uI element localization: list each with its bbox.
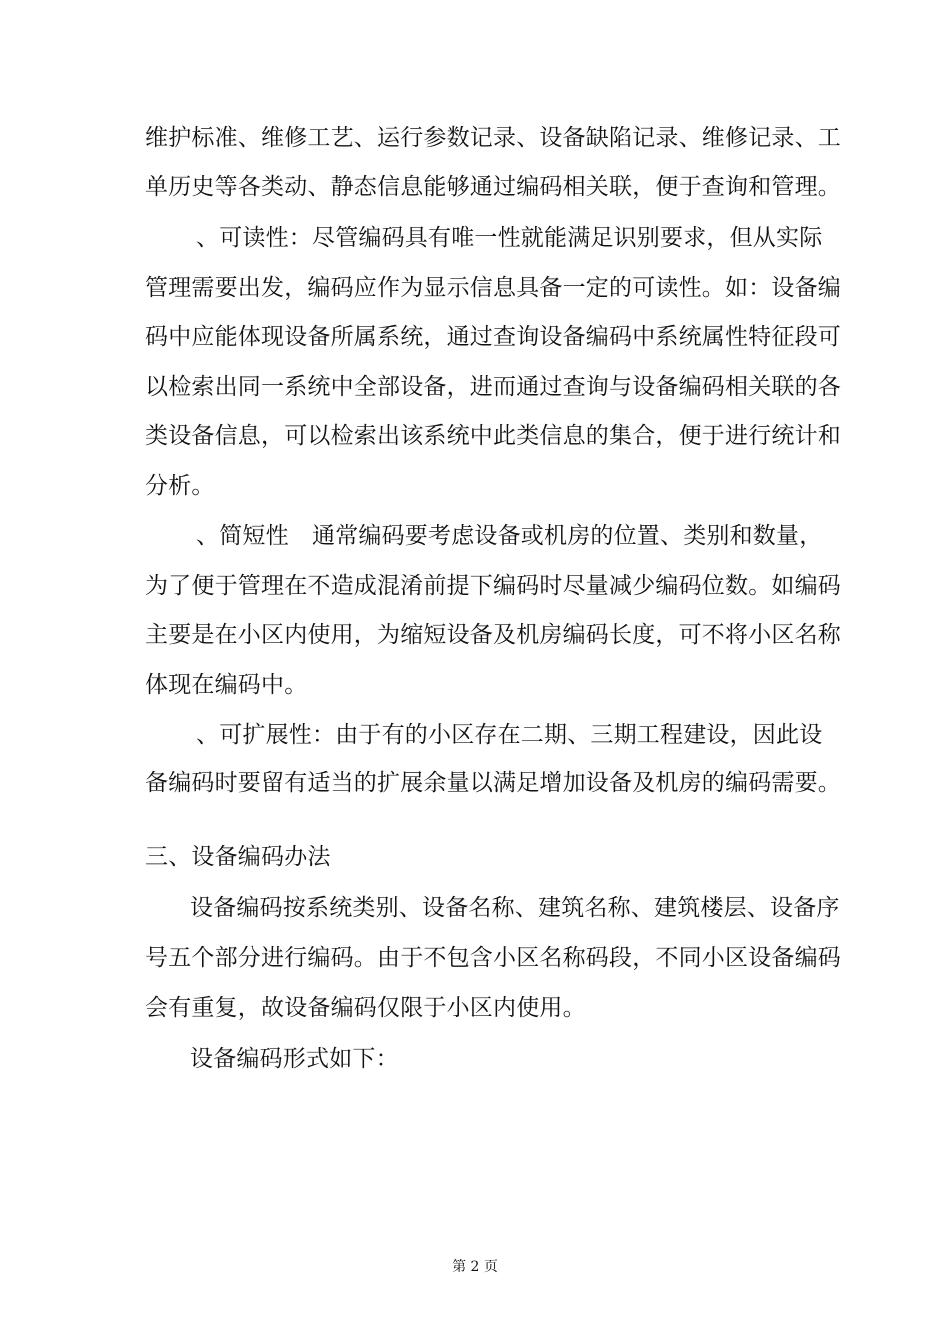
paragraph-line: 以检索出同一系统中全部设备，进而通过查询与设备编码相关联的各	[145, 374, 841, 400]
paragraph-line: 号五个部分进行编码。由于不包含小区名称码段，不同小区设备编码	[145, 945, 841, 971]
paragraph-line: 单历史等各类动、静态信息能够通过编码相关联，便于查询和管理。	[145, 174, 841, 200]
paragraph-line: 设备编码形式如下：	[190, 1046, 399, 1072]
paragraph-line: 设备编码按系统类别、设备名称、建筑名称、建筑楼层、设备序	[190, 895, 840, 921]
paragraph-line: 、简短性 通常编码要考虑设备或机房的位置、类别和数量，	[196, 523, 823, 549]
paragraph-line: 、可读性：尽管编码具有唯一性就能满足识别要求，但从实际	[196, 225, 823, 251]
paragraph-line: 管理需要出发，编码应作为显示信息具备一定的可读性。如：设备编	[145, 275, 841, 301]
paragraph-line: 分析。	[145, 473, 215, 499]
paragraph-line: 维护标准、维修工艺、运行参数记录、设备缺陷记录、维修记录、工	[145, 125, 841, 151]
paragraph-line: 、可扩展性：由于有的小区存在二期、三期工程建设，因此设	[196, 722, 823, 748]
paragraph-line: 备编码时要留有适当的扩展余量以满足增加设备及机房的编码需要。	[145, 770, 841, 796]
paragraph-line: 码中应能体现设备所属系统，通过查询设备编码中系统属性特征段可	[145, 324, 841, 350]
paragraph-line: 为了便于管理在不造成混淆前提下编码时尽量减少编码位数。如编码	[145, 573, 841, 599]
paragraph-line: 类设备信息，可以检索出该系统中此类信息的集合，便于进行统计和	[145, 423, 841, 449]
paragraph-line: 体现在编码中。	[145, 672, 308, 698]
page-number: 第 2 页	[452, 1259, 498, 1275]
paragraph-line: 主要是在小区内使用，为缩短设备及机房编码长度，可不将小区名称	[145, 622, 841, 648]
paragraph-line: 会有重复，故设备编码仅限于小区内使用。	[145, 995, 586, 1021]
section-heading: 三、设备编码办法	[145, 844, 331, 870]
